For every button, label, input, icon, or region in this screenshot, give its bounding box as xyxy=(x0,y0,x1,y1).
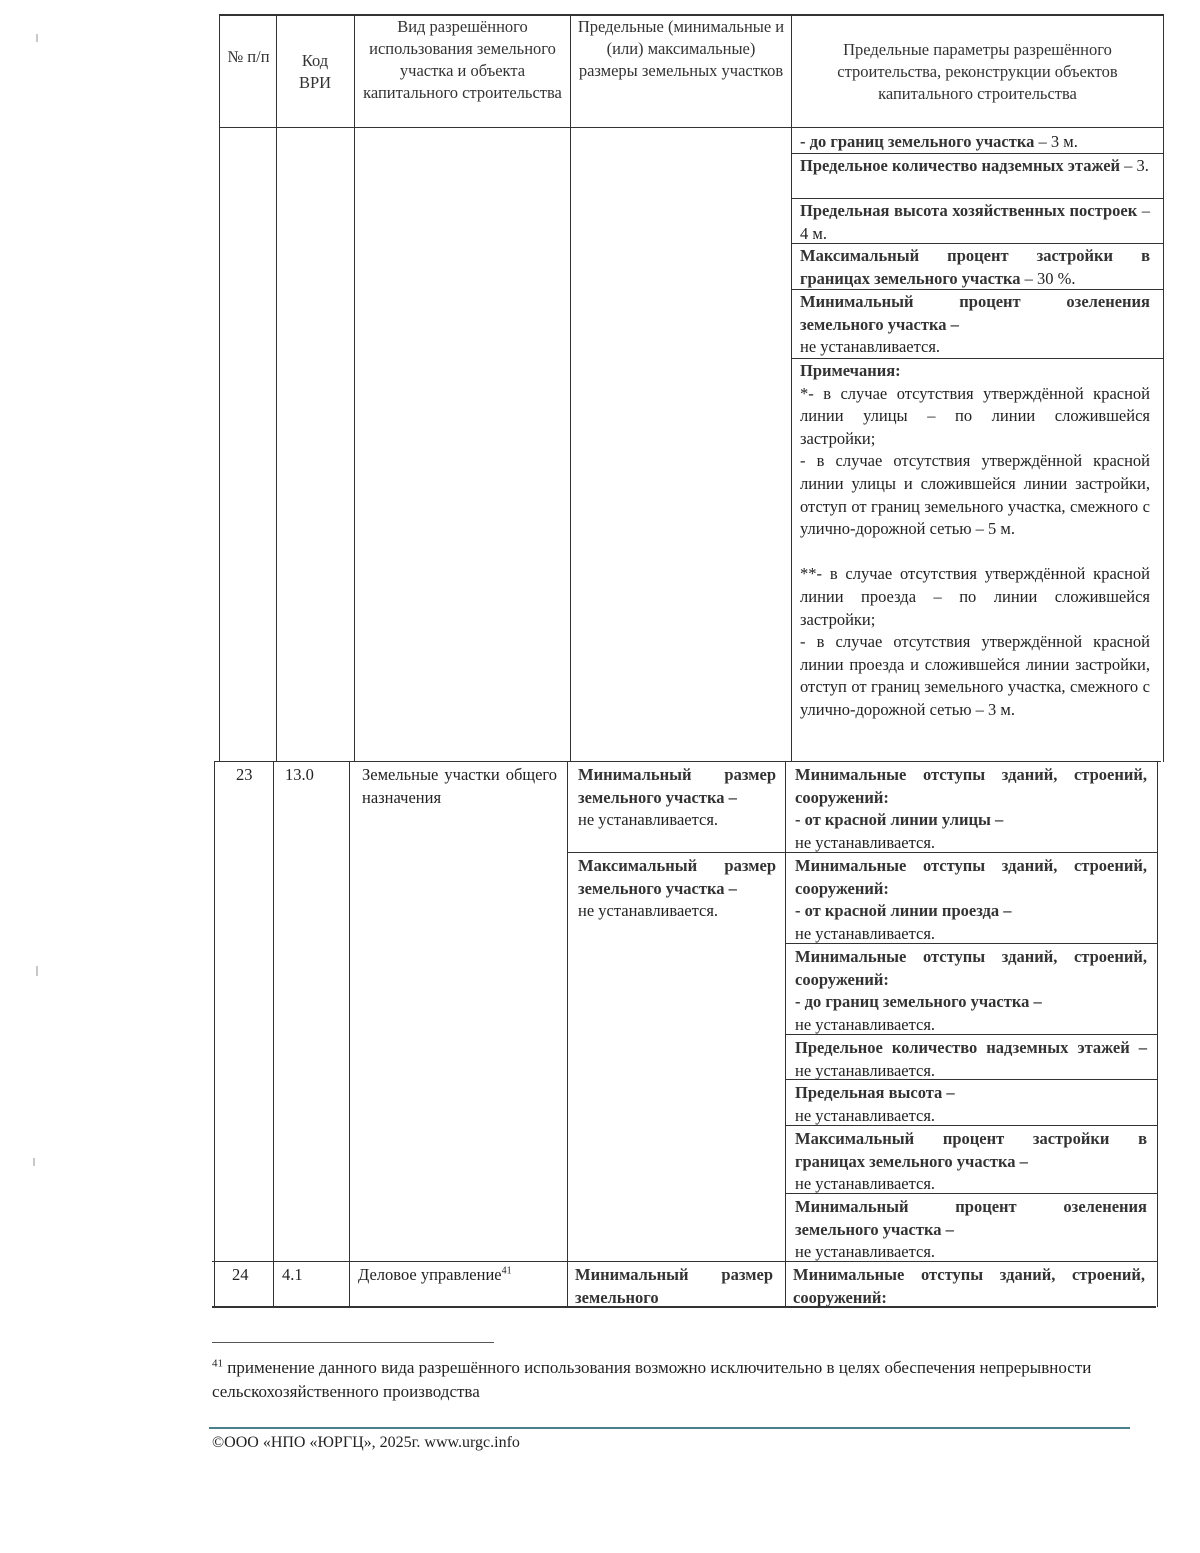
scan-speck xyxy=(36,34,38,42)
header-size: Предельные (минимальные и (или) максимальные) размеры земельных участков xyxy=(577,17,785,80)
col-line xyxy=(349,761,350,1307)
param-cell: Минимальные отступы зданий, строений, сооружений: - до границ земельного участка – не устанавливается. xyxy=(795,947,1147,1034)
footnote-text: применение данного вида разрешённого использования возможно исключительно в целях обеспечения непрерывности сельскохозяйственного производства xyxy=(212,1358,1092,1401)
param-cell: Максимальный процент застройки в границах земельного участка – не устанавливается. xyxy=(795,1129,1147,1194)
size-divider xyxy=(567,852,786,853)
note: **- в случае отсутствия утверждённой красной линии проезда – по линии сложившейся застройки; xyxy=(800,564,1150,629)
header-num: № п/п xyxy=(227,47,270,66)
scan-speck xyxy=(33,1158,35,1166)
notes-cell xyxy=(800,360,1150,722)
row-code: 13.0 xyxy=(285,765,314,784)
col-line xyxy=(273,761,274,1307)
param-cell: Минимальные отступы зданий, строений, сооружений: xyxy=(793,1265,1145,1307)
scan-speck xyxy=(36,966,38,976)
size-cell: Минимальный размер земельного xyxy=(575,1265,773,1307)
row-type: Земельные участки общего назначения xyxy=(362,765,557,807)
header-divider xyxy=(219,127,1164,128)
col-line xyxy=(1157,761,1158,1307)
col-line xyxy=(567,761,568,1307)
footnote-ref: 41 xyxy=(501,1265,512,1277)
col-line xyxy=(354,14,355,762)
param-divider xyxy=(791,198,1163,199)
row-type: Деловое управление$^{41}$ xyxy=(358,1265,512,1284)
param-cell: Предельная высота – не устанавливается. xyxy=(795,1083,955,1125)
param-cell: Минимальные отступы зданий, строений, сооружений: - от красной линии проезда – не устанавливается. xyxy=(795,856,1147,943)
col-line xyxy=(791,14,792,762)
col-line xyxy=(214,761,215,1307)
col-line xyxy=(219,14,220,762)
param-cell: Максимальный процент застройки в границах земельного участка – 30 %. xyxy=(800,246,1150,288)
row-number: 23 xyxy=(236,765,253,784)
row-code: 4.1 xyxy=(282,1265,303,1284)
header-type: Вид разрешённого использования земельного участка и объекта капитального строительства xyxy=(363,17,562,102)
col-line xyxy=(570,14,571,762)
param-cell: Предельное количество надземных этажей – 3. xyxy=(800,156,1149,175)
param-cell: - до границ земельного участка – 3 м. xyxy=(800,132,1078,151)
header-params: Предельные параметры разрешённого строительства, реконструкции объектов капитального строительства xyxy=(837,40,1118,103)
row-divider xyxy=(215,761,1161,762)
header-code: Код ВРИ xyxy=(298,51,332,92)
footer-copyright: ©ООО «НПО «ЮРГЦ», 2025г. www.urgc.info xyxy=(212,1434,520,1451)
footnote xyxy=(212,1356,1112,1404)
row-number: 24 xyxy=(232,1265,249,1284)
param-cell: Минимальный процент озеленения земельного участка – не устанавливается. xyxy=(800,292,1150,357)
param-cell: Предельное количество надземных этажей – не устанавливается. xyxy=(795,1038,1147,1080)
col-line xyxy=(276,14,277,762)
param-cell: Предельная высота хозяйственных построек – 4 м. xyxy=(800,201,1151,243)
note: - в случае отсутствия утверждённой красной линии улицы и сложившейся линии застройки, отступ от границ земельного участка, смежного с улично-дорожной сетью – 5 м. xyxy=(800,451,1150,539)
param-cell: Минимальный процент озеленения земельного участка – не устанавливается. xyxy=(795,1197,1147,1262)
footer-rule xyxy=(209,1427,1130,1429)
size-cell: Максимальный размер земельного участка – не устанавливается. xyxy=(578,856,776,921)
notes-title: Примечания: xyxy=(800,361,901,380)
param-cell: Минимальные отступы зданий, строений, сооружений: - от красной линии улицы – не устанавливается. xyxy=(795,765,1147,852)
footnote-number: 41 xyxy=(212,1357,223,1370)
col-line xyxy=(1163,14,1164,762)
note: - в случае отсутствия утверждённой красной линии проезда и сложившейся линии застройки, отступ от границ земельного участка, смежного с улично-дорожной сетью – 3 м. xyxy=(800,632,1150,719)
size-cell: Минимальный размер земельного участка – не устанавливается. xyxy=(578,765,776,830)
note: *- в случае отсутствия утверждённой красной линии улицы – по линии сложившейся застройки; xyxy=(800,383,1150,448)
footnote-rule xyxy=(212,1342,494,1343)
